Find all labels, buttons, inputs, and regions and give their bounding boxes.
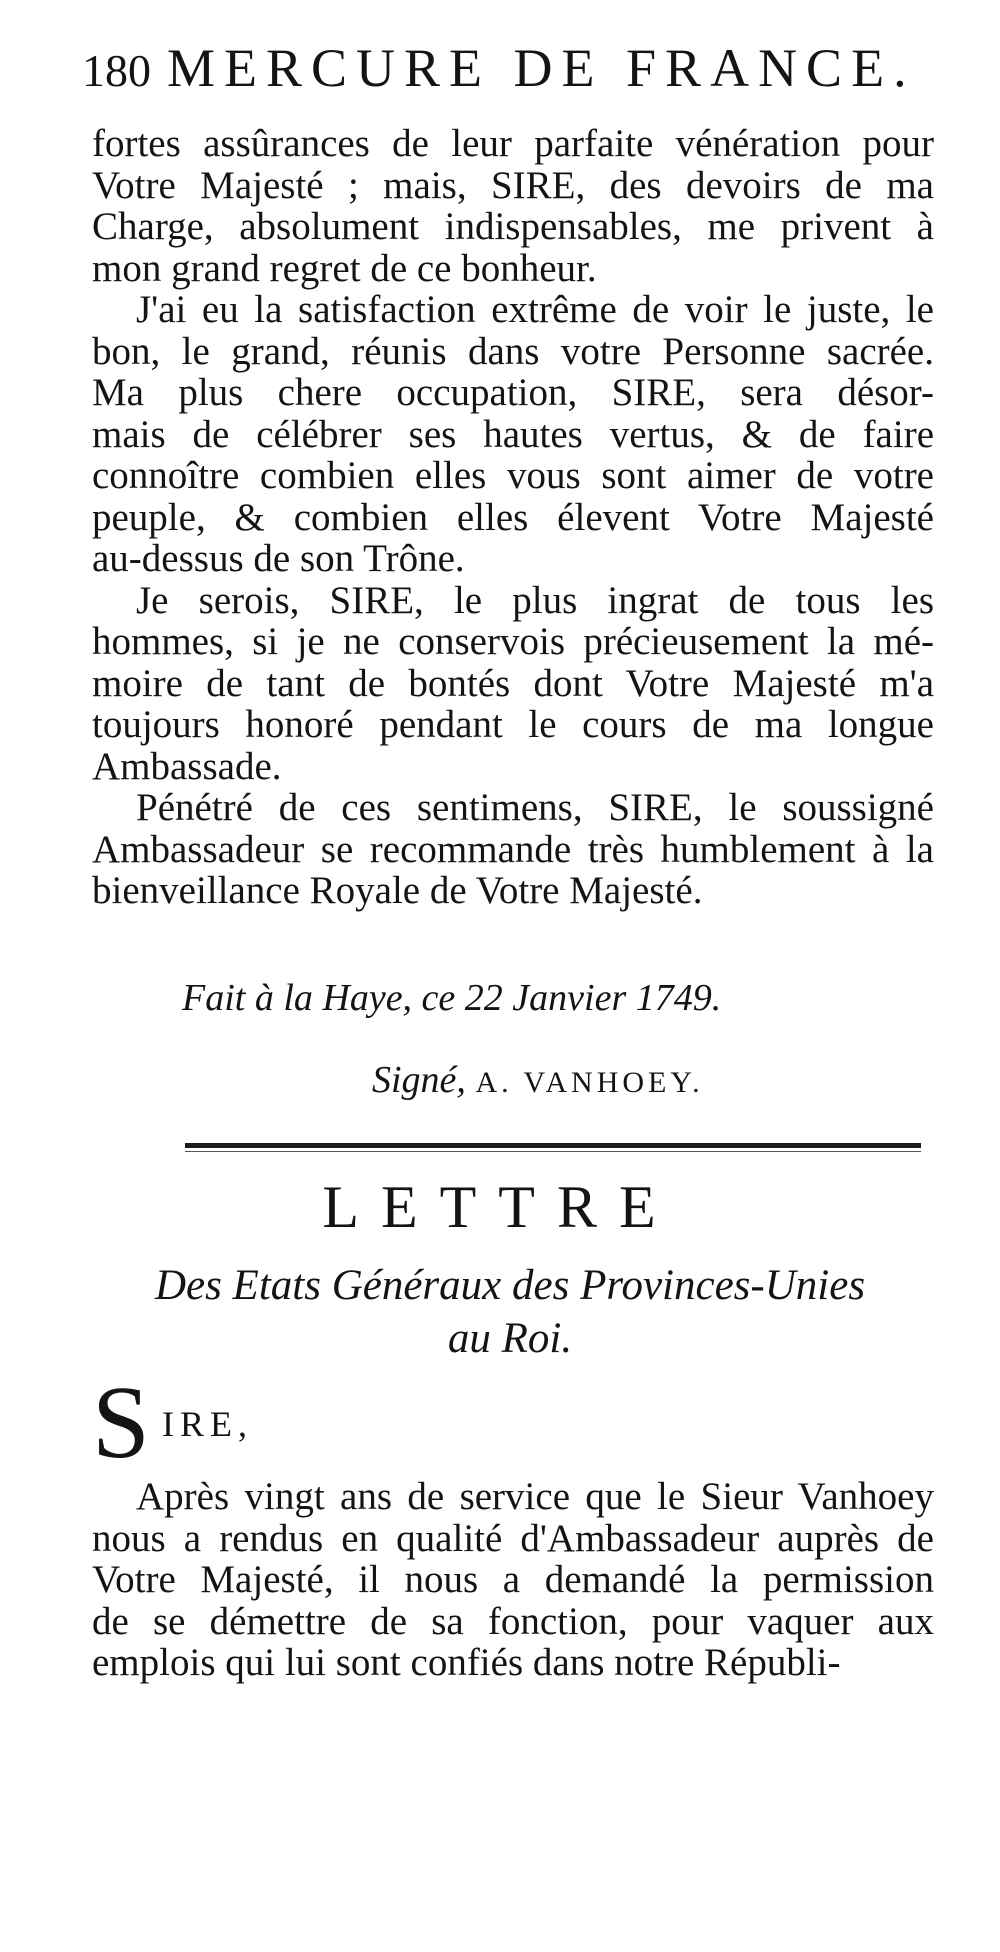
page-number: 180 [82,45,151,96]
text-line: hommes, si je ne conservois précieusement la mé- [92,620,934,663]
text-line: de se démettre de sa fonction, pour vaquer aux [92,1599,934,1643]
text-line: bienveillance Royale de Votre Majesté. [92,869,703,912]
drop-cap: S [92,1365,150,1480]
text-line: bon, le grand, réunis dans votre Personne sacrée. [92,329,934,373]
letter-title: LETTRE [322,1174,678,1240]
text-line: Après vingt ans de service que le Sieur Vanhoey [136,1475,934,1518]
text-line: Ambassade. [92,744,282,788]
text-line: fortes assûrances de leur parfaite vénération pour [92,122,934,165]
signature [372,1058,704,1105]
letter-subtitle-line2: au Roi. [447,1315,573,1362]
memorial-text [92,123,934,912]
text-line: mais de célébrer ses hautes vertus, & de faire [92,412,934,456]
paragraph [92,1476,934,1684]
text-line: moire de tant de bontés dont Votre Majesté m'a [92,661,934,705]
text-line: mon grand regret de ce bonheur. [92,246,597,290]
paragraph [92,289,934,580]
text-line: Charge, absolument indispensables, me privent à [92,205,934,248]
text-line: Votre Majesté, il nous a demandé la permission [92,1558,934,1601]
text-line: Ma plus chere occupation, SIRE, sera désor- [92,371,934,414]
text-line: emplois qui lui sont confiés dans notre Républi- [92,1641,841,1684]
text-line: toujours honoré pendant le cours de ma longue [92,703,934,746]
paragraph [92,123,934,289]
text-line: J'ai eu la satisfaction extrême de voir le juste, le [136,288,934,331]
section-divider [185,1143,921,1148]
text-line: Je serois, SIRE, le plus ingrat de tous les [136,578,934,622]
signature-label: Signé, [372,1059,466,1101]
text-line: nous a rendus en qualité d'Ambassadeur auprès de [92,1516,934,1560]
letter-subtitle-line1: Des Etats Généraux des Provinces-Unies [154,1262,866,1309]
text-line: Ambassadeur se recommande très humblement à la [92,827,934,871]
text-line: connoître combien elles vous sont aimer de votre [92,454,934,497]
text-line: au-dessus de son Trône. [92,537,465,580]
paragraph [92,787,934,912]
text-line: Votre Majesté ; mais, SIRE, des devoirs de ma [92,163,934,207]
running-header [82,38,922,101]
letter-text [92,1476,934,1684]
text-line: Pénétré de ces sentimens, SIRE, le soussigné [136,786,934,829]
paragraph [92,580,934,788]
dateline: Fait à la Haye, ce 22 Janvier 1749. [182,977,722,1019]
running-title: MERCURE DE FRANCE. [167,38,916,98]
section-divider-thin [185,1151,921,1152]
salutation: IRE, [162,1404,253,1444]
signature-name: A. VANHOEY. [475,1066,704,1099]
text-line: peuple, & combien elles élevent Votre Majesté [92,495,934,539]
